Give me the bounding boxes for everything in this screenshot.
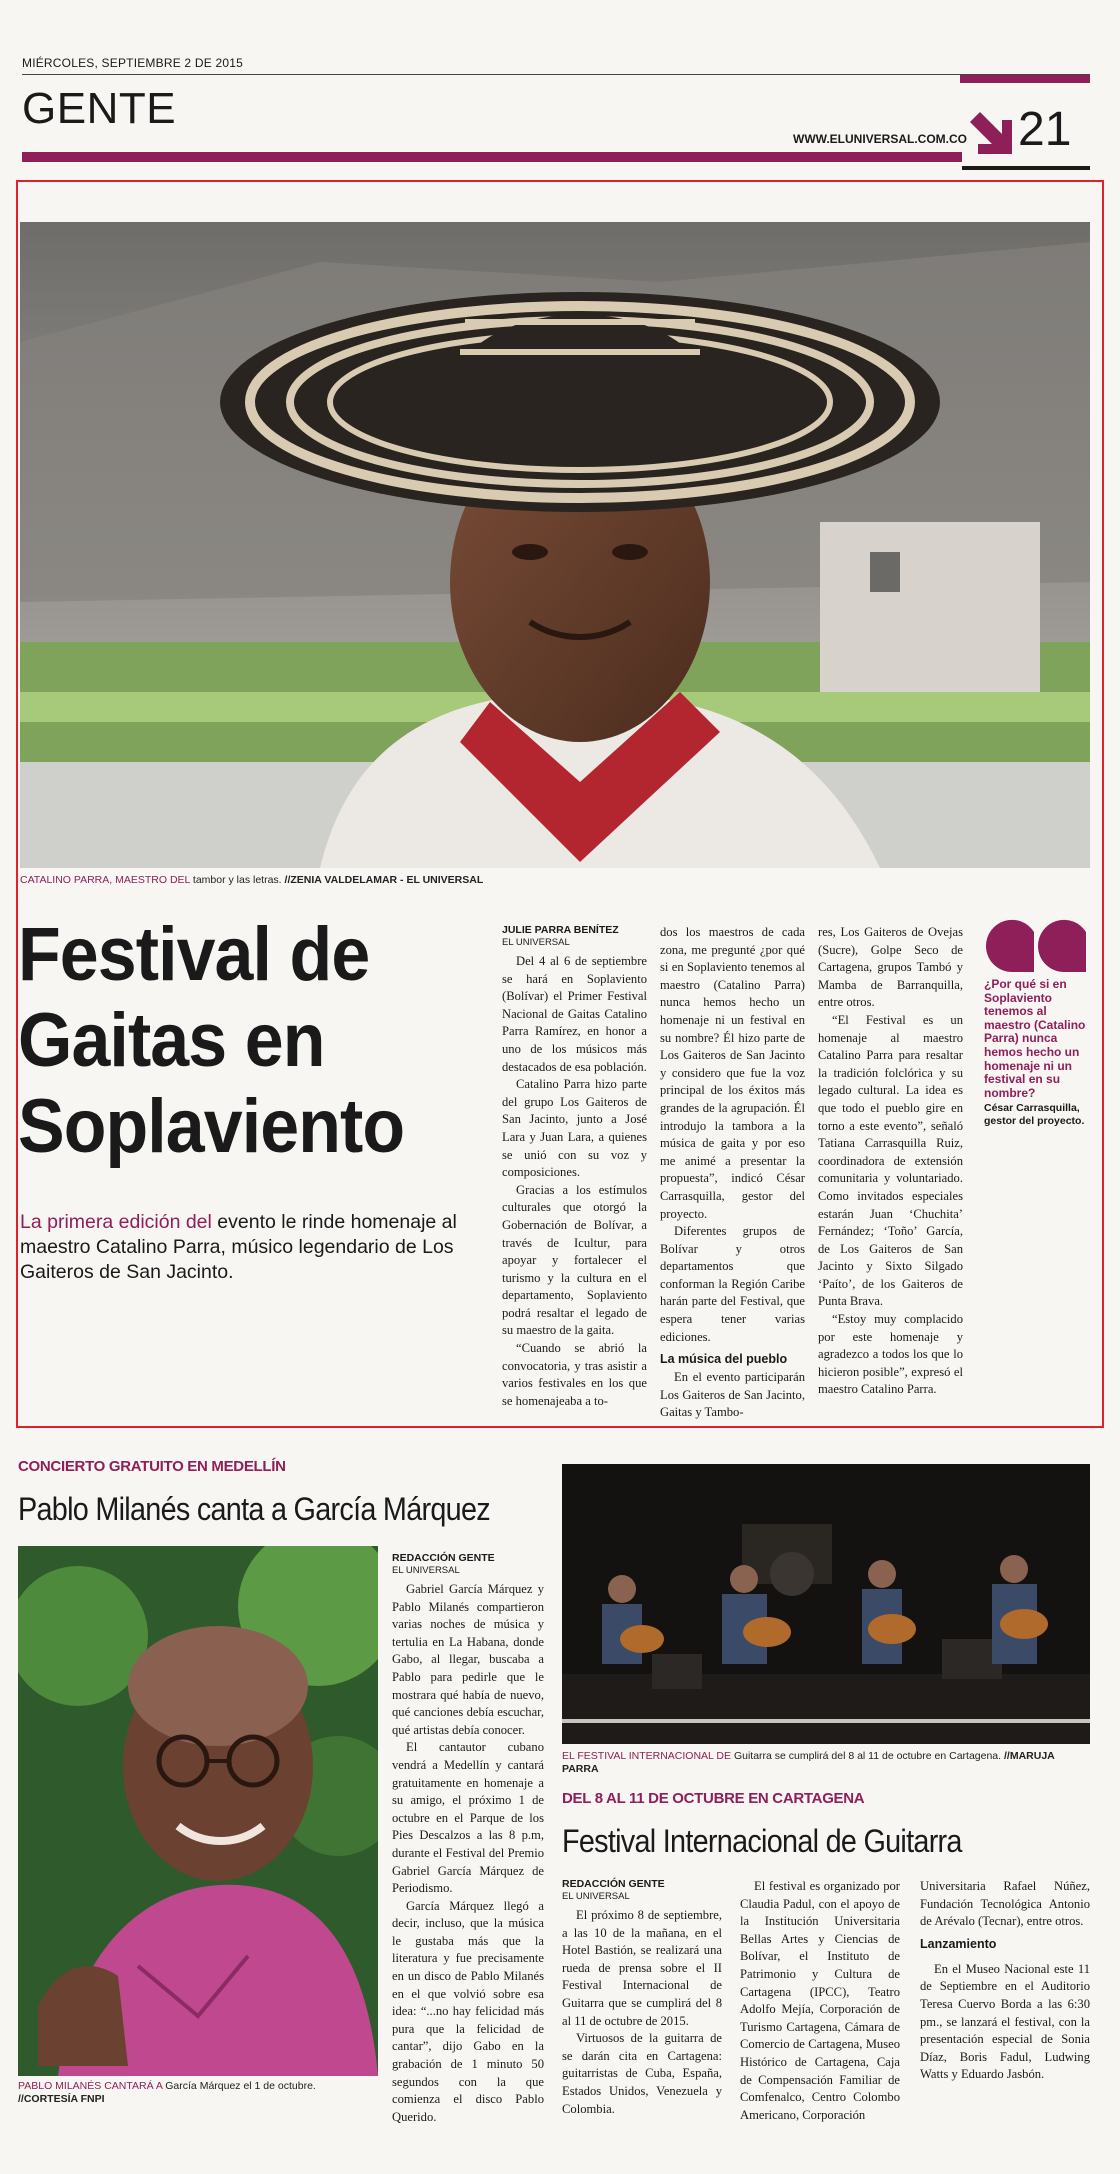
caption-text: García Márquez el 1 de octubre. — [165, 2080, 316, 2092]
paragraph: García Márquez llegó a decir, incluso, que la música le gustaba más que la literatura y fue precisamente en un disco de Pablo Milanés en el que volvió sobre esa idea: “...no hay felicidad más pura que la felicidad de cantar”, dijo Gabo en la grabación de 1 minuto 50 segundos con la que comienza el disco Pablo Querido. — [392, 1898, 544, 2124]
main-byline-org: EL UNIVERSAL — [502, 937, 570, 948]
milanes-col — [392, 1552, 544, 2126]
caption-lead: EL FESTIVAL INTERNACIONAL DE — [562, 1750, 732, 1762]
page-arrow-icon — [968, 110, 1014, 156]
deck-lead: La primera edición del — [20, 1211, 212, 1233]
paragraph: dos los maestros de cada zona, me pregunté ¿por qué si en Soplaviento tenemos al maestro (Catalino Parra) nunca hemos hecho un homenaje ni un festival en su nombre? Él hizo parte de Los Gaiteros de San Jacinto y considero que fue la voz principal de los éxitos más grandes de la agrupación. Él introdujo la tambora a la música de gaita y por eso me animé a presentar la propuesta”, indicó César Carrasquilla, gestor del proyecto. — [660, 925, 805, 1221]
main-byline: JULIE PARRA BENÍTEZ — [502, 924, 619, 936]
caption-lead: PABLO MILANÉS — [18, 2080, 102, 2092]
header-rule-bottom — [962, 166, 1090, 170]
deck-text: evento le rinde homenaje al maestro Catalino Parra, músico legendario de Los Gaiteros de San Jacinto. — [20, 1211, 457, 1283]
paragraph: En el Museo Nacional este 11 de Septiembre en el Auditorio Teresa Cuervo Borda a las 6:30 pm., se lanzará el festival, con la presentación especial de Sonia Díaz, Boris Fadul, Ludwing Watts y Eduardo Jasbón. — [920, 1961, 1090, 2082]
header-accent-top — [960, 75, 1090, 83]
headline-line-3: Soplaviento — [18, 1084, 405, 1169]
paragraph: Catalino Parra hizo parte del grupo Los Gaiteros de San Jacinto, junto a José Lara y Juan Lara, a quienes se unió con su voz y composiciones. — [502, 1077, 647, 1180]
milanes-byline-org: EL UNIVERSAL — [392, 1565, 460, 1576]
paragraph: El festival es organizado por Claudia Padul, con el apoyo de la Institución Universitaria Bellas Artes y Ciencias de Bolívar, el Instituto de Patrimonio y Cultura de Cartagena (IPCC), Teatro Adolfo Mejía, Corporación de Turismo Cartagena, Cámara de Comercio de Cartagena, Museo Histórico de Cartagena, Caja de Compensación Familiar de Comfenalco, Centro Colombo Americano, Corporación — [740, 1879, 900, 2122]
issue-date: MIÉRCOLES, SEPTIEMBRE 2 DE 2015 — [22, 56, 243, 70]
paragraph: En el evento participarán Los Gaiteros de San Jacinto, Gaitas y Tambo- — [660, 1370, 805, 1420]
paragraph: El cantautor cubano vendrá a Medellín y cantará gratuitamente en homenaje a su amigo, el próximo 1 de octubre en el Parque de los Pies Descalzos a las 8 p.m, durante el Festival del Premio Gabriel García Márquez de Periodismo. — [392, 1740, 544, 1896]
main-headline — [18, 912, 450, 1170]
paragraph: Gracias a los estímulos culturales que otorgó la Gobernación de Bolívar, a través de Icultur, para apoyar y fortalecer el turismo y la cultura en el departamento, Soplaviento podrá resaltar el legado de su maestro de la gaita. — [502, 1182, 647, 1338]
paragraph: Gabriel García Márquez y Pablo Milanés compartieron varias noches de música y tertulia en La Habana, donde Gabo, al llegar, buscaba a Pablo para pedirle que le mostrara qué había de nuevo, qué canciones debía escuchar, qué artistas debía conocer. — [392, 1582, 544, 1737]
headline-line-2: Gaitas en — [18, 998, 325, 1083]
guitar-kicker: DEL 8 AL 11 DE OCTUBRE EN CARTAGENA — [562, 1790, 865, 1807]
caption-credit: //ZENIA VALDELAMAR - EL UNIVERSAL — [284, 874, 484, 886]
paragraph: res, Los Gaiteros de Ovejas (Sucre), Golpe Seco de Cartagena, grupos Tambó y Mamba de Barranquilla, entre otros. — [818, 925, 963, 1010]
main-col-1 — [502, 924, 647, 1410]
subhead: La música del pueblo — [660, 1352, 788, 1367]
guitar-photo-caption — [562, 1750, 1090, 1776]
guitar-col-2 — [740, 1878, 900, 2124]
milanes-photo — [18, 1546, 378, 2076]
caption-lead: CATALINO PARRA, MAESTRO DEL — [20, 874, 190, 886]
main-col-2 — [660, 924, 805, 1422]
paragraph: El próximo 8 de septiembre, a las 10 de la mañana, en el Hotel Bastión, se realizará una rueda de prensa sobre el II Festival Internacional de Guitarra que se cumplirá del 8 al 11 de octubre de 2015. — [562, 1908, 722, 2028]
paragraph: Diferentes grupos de Bolívar y otros departamentos que conforman la Región Caribe harán parte del Festival, que espera tener varias ediciones. — [660, 1224, 805, 1344]
guitar-col-1 — [562, 1878, 722, 2118]
catalino-photo — [20, 222, 1090, 868]
caption-text: Guitarra se cumplirá del 8 al 11 de octubre en Cartagena. — [733, 1750, 1002, 1762]
website-url[interactable]: WWW.ELUNIVERSAL.COM.CO — [793, 132, 967, 146]
header-rule-top — [22, 74, 1090, 75]
caption-text: tambor y las letras. — [192, 874, 282, 886]
paragraph: “El Festival es un homenaje al maestro Catalino Parra para resaltar la tradición folclórica y su legado cultural. La idea es que todo el pueblo gire en torno a este evento”, señaló Tatiana Carrasquilla Ruiz, coordinadora de extensión comunitaria y voluntariado. Como invitados especiales estarán Juan ‘Chuchita’ Fernández; ‘Toño’ García, de Los Gaiteros de San Jacinto y Sixto Silgado ‘Paíto’, de los Gaiteros de Punta Brava. — [818, 1012, 963, 1309]
pull-quote-text: ¿Por qué si en Soplaviento tenemos al maestro (Catalino Parra) nunca hemos hecho un homenaje ni un festival en su nombre? — [984, 977, 1086, 1100]
caption-lead: CANTARÁ A — [104, 2080, 163, 2092]
milanes-photo-caption — [18, 2080, 378, 2106]
subhead: Lanzamiento — [920, 1936, 997, 1951]
paragraph: Del 4 al 6 de septiembre se hará en Soplaviento (Bolívar) el Primer Festival Nacional de Gaitas Catalino Parra Ramírez, en honor a uno de los músicos más destacados de esa población. — [502, 954, 647, 1074]
caption-credit: //CORTESÍA FNPI — [18, 2093, 105, 2105]
header-accent-bar — [22, 152, 962, 162]
paragraph: Virtuosos de la guitarra de se darán cita en Cartagena: guitarristas de Cuba, España, Estados Unidos, Venezuela y Colombia. — [562, 2031, 722, 2116]
guitar-photo — [562, 1464, 1090, 1744]
milanes-kicker: CONCIERTO GRATUITO EN MEDELLÍN — [18, 1458, 286, 1475]
pull-quote-attribution: César Carrasquilla, gestor del proyecto. — [984, 1102, 1085, 1127]
paragraph: Universitaria Rafael Núñez, Fundación Tecnológica Antonio de Arévalo (Tecnar), entre otros. — [920, 1879, 1090, 1929]
headline-line-1: Festival de — [18, 912, 370, 997]
main-deck — [20, 1210, 480, 1285]
guitar-headline: Festival Internacional de Guitarra — [562, 1823, 962, 1859]
milanes-byline: REDACCIÓN GENTE — [392, 1552, 495, 1564]
pull-quote — [984, 978, 1090, 1127]
section-title: GENTE — [22, 84, 177, 133]
paragraph: “Estoy muy complacido por este homenaje y agradezco a todos los que lo hicieron posible”, expresó el maestro Catalino Parra. — [818, 1312, 963, 1397]
catalino-photo-caption — [20, 874, 1080, 887]
paragraph: “Cuando se abrió la convocatoria, y tras asistir a varios festivales en los que se homenajeaba a to- — [502, 1341, 647, 1408]
caption-credit: //MARUJA PARRA — [562, 1750, 1055, 1775]
guitar-byline-org: EL UNIVERSAL — [562, 1891, 630, 1902]
guitar-col-3 — [920, 1878, 1090, 2084]
page-number: 21 — [1018, 103, 1072, 156]
milanes-headline: Pablo Milanés canta a García Márquez — [18, 1491, 490, 1527]
main-col-3 — [818, 924, 963, 1399]
guitar-byline: REDACCIÓN GENTE — [562, 1878, 665, 1890]
quote-mark-icon — [984, 918, 1088, 974]
